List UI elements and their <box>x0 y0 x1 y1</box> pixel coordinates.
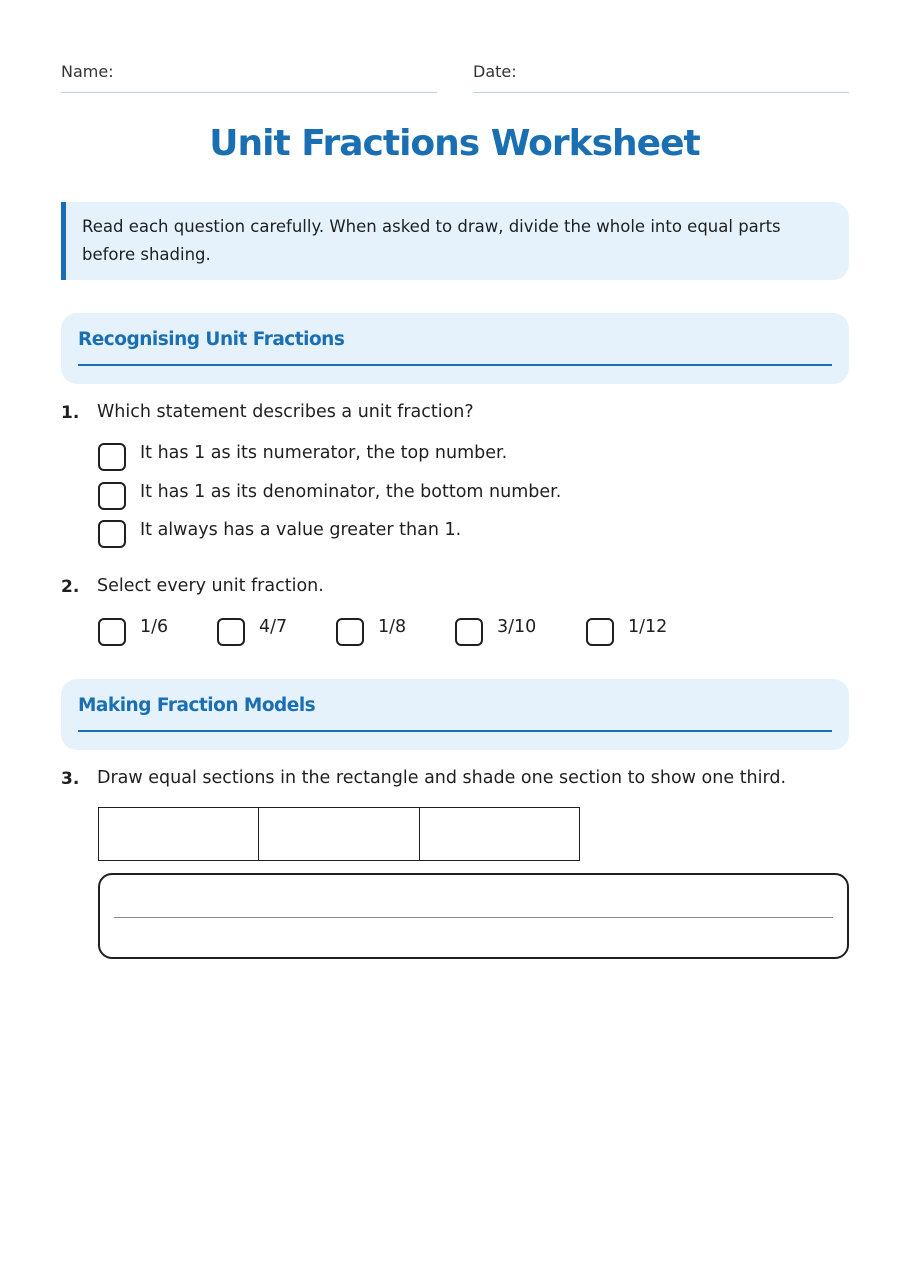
fraction-checkbox[interactable] <box>217 618 245 646</box>
option-checkbox[interactable] <box>98 443 126 471</box>
rectangle-section[interactable] <box>259 808 419 860</box>
section-title: Making Fraction Models <box>78 695 316 716</box>
question-number: 3. <box>61 769 80 789</box>
fraction-option-label: 1/6 <box>140 617 169 637</box>
fraction-checkbox[interactable] <box>586 618 614 646</box>
section-header-recognising <box>61 313 849 384</box>
fraction-option-label: 1/8 <box>378 617 407 637</box>
fraction-checkbox[interactable] <box>455 618 483 646</box>
section-underline <box>78 730 832 732</box>
name-field[interactable] <box>61 62 437 93</box>
rectangle-section[interactable] <box>99 808 259 860</box>
answer-box[interactable] <box>98 873 849 959</box>
section-title: Recognising Unit Fractions <box>78 329 345 350</box>
fraction-checkbox[interactable] <box>336 618 364 646</box>
date-field[interactable] <box>473 62 849 93</box>
fraction-option-label: 1/12 <box>628 617 668 637</box>
question-text: Draw equal sections in the rectangle and shade one section to show one third. <box>97 768 787 788</box>
question-text: Which statement describes a unit fraction? <box>97 402 474 422</box>
instructions-box: Read each question carefully. When asked to draw, divide the whole into equal parts before shading. <box>61 202 849 280</box>
fraction-rectangle[interactable] <box>98 807 580 861</box>
section-underline <box>78 364 832 366</box>
option-label: It has 1 as its numerator, the top number. <box>140 443 508 463</box>
answer-line <box>114 917 833 918</box>
option-checkbox[interactable] <box>98 482 126 510</box>
date-label: Date: <box>473 62 517 81</box>
worksheet-title: Unit Fractions Worksheet <box>209 123 700 164</box>
fraction-option-label: 4/7 <box>259 617 288 637</box>
question-number: 2. <box>61 577 80 597</box>
student-info-row <box>61 62 849 92</box>
fraction-checkbox[interactable] <box>98 618 126 646</box>
section-header-models <box>61 679 849 750</box>
option-checkbox[interactable] <box>98 520 126 548</box>
rectangle-section[interactable] <box>420 808 579 860</box>
question-text: Select every unit fraction. <box>97 576 324 596</box>
option-label: It always has a value greater than 1. <box>140 520 462 540</box>
fraction-option-label: 3/10 <box>497 617 537 637</box>
question-number: 1. <box>61 403 80 423</box>
name-label: Name: <box>61 62 114 81</box>
option-label: It has 1 as its denominator, the bottom number. <box>140 482 562 502</box>
